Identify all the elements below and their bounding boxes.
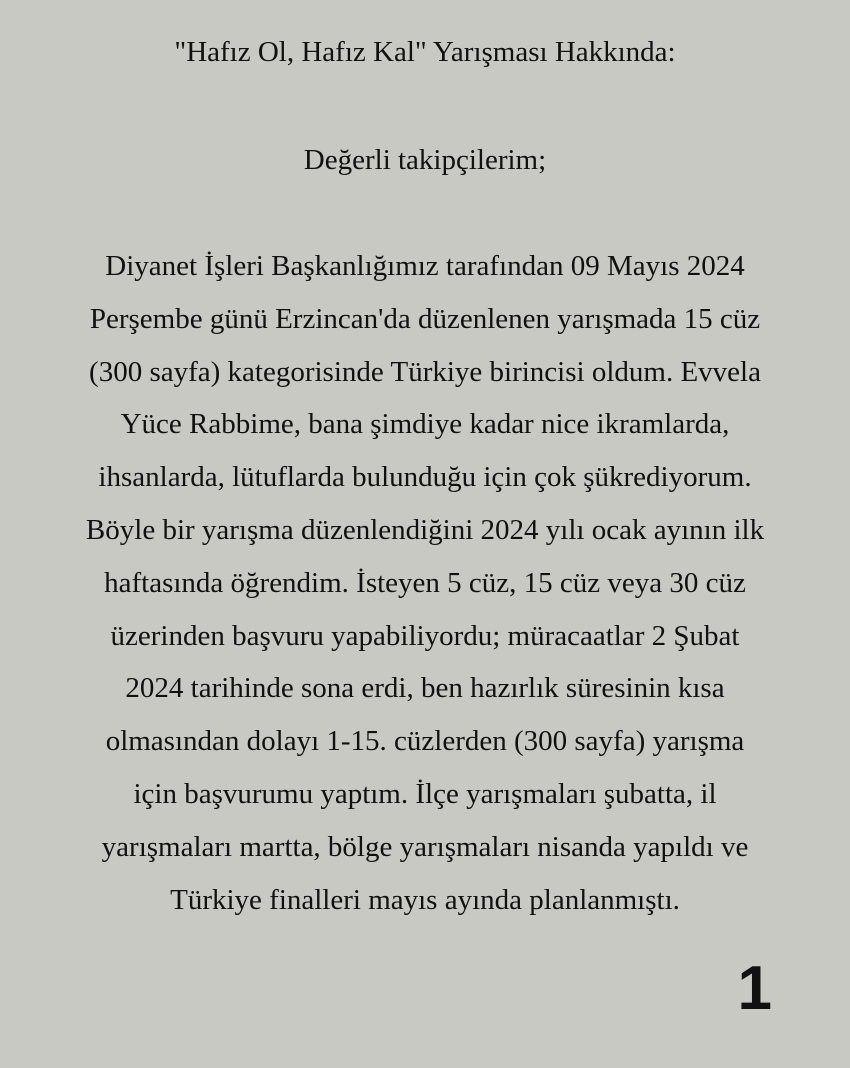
- body-line: ihsanlarda, lütuflarda bulunduğu için çok şükrediyorum.: [98, 461, 752, 494]
- body-line: Diyanet İşleri Başkanlığımız tarafından 09 Mayıs 2024: [105, 250, 745, 282]
- document-title: "Hafız Ol, Hafız Kal" Yarışması Hakkında:: [174, 36, 676, 68]
- body-line: olmasından dolayı 1-15. cüzlerden (300 sayfa) yarışma: [105, 725, 745, 758]
- body-line: üzerinden başvuru yapabiliyordu; müracaatlar 2 Şubat: [110, 619, 740, 652]
- page-number: 1: [737, 954, 772, 1023]
- body-line: (300 sayfa) kategorisinde Türkiye birincisi oldum. Evvela: [89, 355, 761, 388]
- body-line: 2024 tarihinde sona erdi, ben hazırlık süresinin kısa: [125, 672, 725, 705]
- body-line: Türkiye finalleri mayıs ayında planlanmıştı.: [170, 883, 680, 916]
- body-line: Yüce Rabbime, bana şimdiye kadar nice ikramlarda,: [120, 408, 730, 441]
- body-line: için başvurumu yaptım. İlçe yarışmaları şubatta, il: [133, 777, 717, 810]
- body-line: Böyle bir yarışma düzenlendiğini 2024 yılı ocak ayının ilk: [85, 513, 765, 546]
- greeting: Değerli takipçilerim;: [303, 144, 547, 176]
- body-line: yarışmaları martta, bölge yarışmaları nisanda yapıldı ve: [101, 830, 749, 863]
- body-line: Perşembe günü Erzincan'da düzenlenen yarışmada 15 cüz: [89, 302, 761, 335]
- body-text: [0, 246, 850, 932]
- body-line: haftasında öğrendim. İsteyen 5 cüz, 15 cüz veya 30 cüz: [104, 566, 746, 599]
